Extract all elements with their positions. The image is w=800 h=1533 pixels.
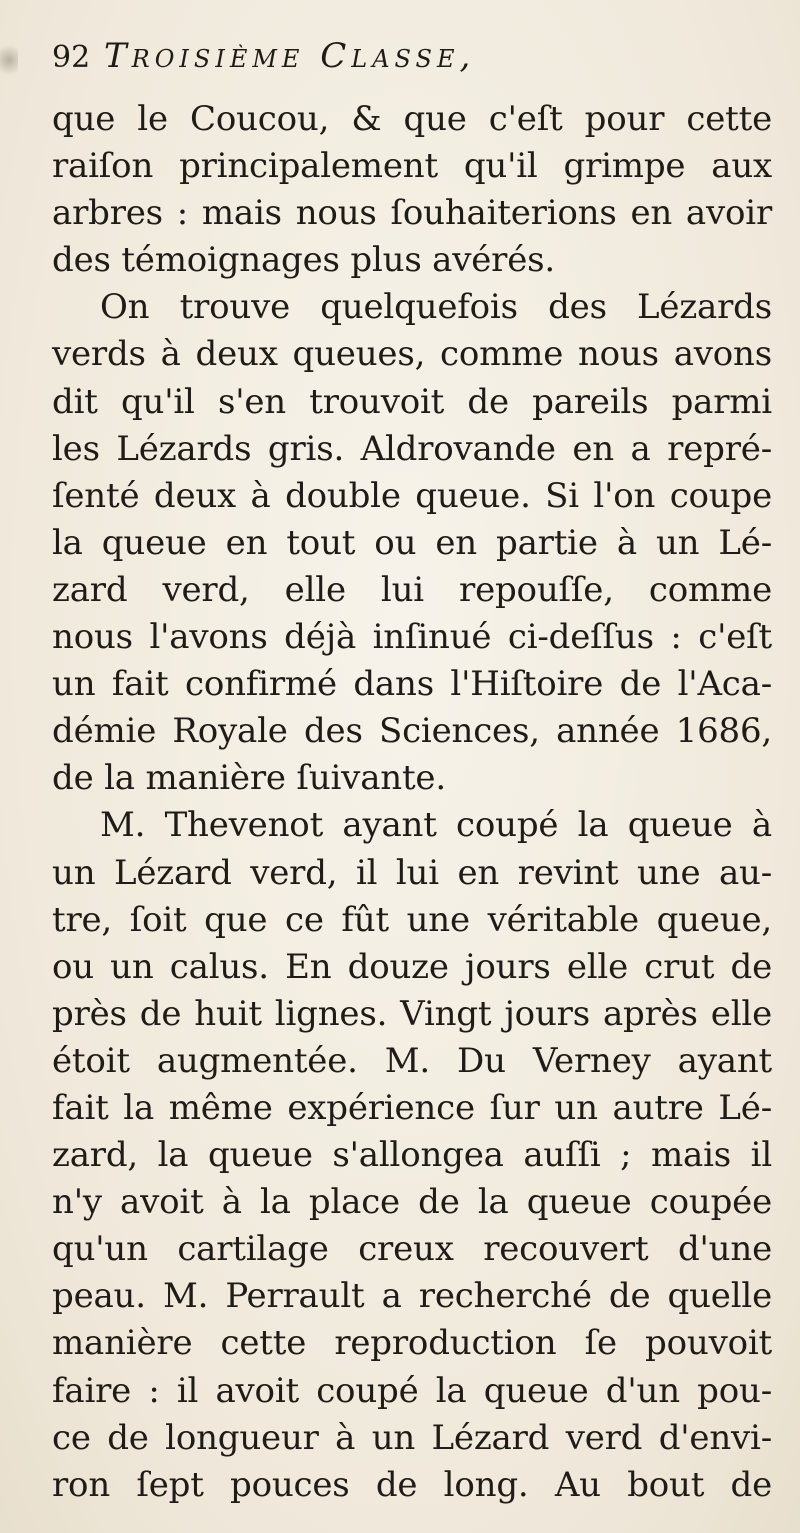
text-line: faire : il avoit coupé la queue d'un pou- bbox=[52, 1370, 772, 1411]
paragraph bbox=[52, 96, 772, 284]
text-line: fait la même expérience ſur un autre Lé- bbox=[52, 1087, 772, 1128]
text-line: un Lézard verd, il lui en revint une au- bbox=[52, 852, 772, 893]
text-line: dit qu'il s'en trouvoit de pareils parmi bbox=[52, 381, 772, 422]
text-line: des témoignages plus avérés. bbox=[52, 240, 556, 281]
text-line: peau. M. Perrault a recherché de quelle bbox=[52, 1276, 772, 1317]
text-line: un fait confirmé dans l'Hiſtoire de l'Aca- bbox=[52, 664, 772, 705]
text-line: démie Royale des Sciences, année 1686, bbox=[52, 711, 772, 752]
text-line: près de huit lignes. Vingt jours après elle bbox=[52, 993, 772, 1034]
text-line: arbres : mais nous ſouhaiterions en avoir bbox=[52, 193, 772, 234]
page-stain bbox=[0, 40, 18, 80]
paragraph bbox=[52, 802, 772, 1508]
text-line: On trouve quelquefois des Lézards bbox=[100, 287, 772, 328]
running-title: Troisième Classe, bbox=[104, 36, 476, 76]
text-line: n'y avoit à la place de la queue coupée bbox=[52, 1182, 772, 1223]
text-line: verds à deux queues, comme nous avons bbox=[52, 334, 772, 375]
text-line: M. Thevenot ayant coupé la queue à bbox=[100, 805, 772, 846]
text-line: ce de longueur à un Lézard verd d'envi- bbox=[52, 1417, 772, 1458]
text-line: qu'un cartilage creux recouvert d'une bbox=[52, 1229, 772, 1270]
text-line: de la manière ſuivante. bbox=[52, 758, 446, 799]
text-line: nous l'avons déjà inſinué ci-deſſus : c'eſt bbox=[52, 617, 772, 658]
text-line: ſenté deux à double queue. Si l'on coupe bbox=[52, 475, 772, 516]
text-line: étoit augmentée. M. Du Verney ayant bbox=[52, 1040, 772, 1081]
paragraph bbox=[52, 284, 772, 802]
running-head bbox=[52, 36, 772, 96]
page-body bbox=[52, 96, 772, 1509]
text-line: tre, ſoit que ce fût une véritable queue, bbox=[52, 899, 772, 940]
text-line: raiſon principalement qu'il grimpe aux bbox=[52, 146, 772, 187]
text-line: manière cette reproduction ſe pouvoit bbox=[52, 1323, 772, 1364]
text-line: que le Coucou, & que c'eſt pour cette bbox=[52, 99, 772, 139]
text-line: zard, la queue s'allongea auſſi ; mais il bbox=[52, 1135, 772, 1176]
text-line: la queue en tout ou en partie à un Lé- bbox=[52, 522, 772, 563]
text-line: ou un calus. En douze jours elle crut de bbox=[52, 946, 772, 987]
text-line: ron ſept pouces de long. Au bout de bbox=[52, 1464, 772, 1505]
text-line: les Lézards gris. Aldrovande en a repré- bbox=[52, 428, 772, 469]
page-number: 92 bbox=[52, 40, 91, 75]
text-line: zard verd, elle lui repouſſe, comme bbox=[52, 569, 772, 610]
